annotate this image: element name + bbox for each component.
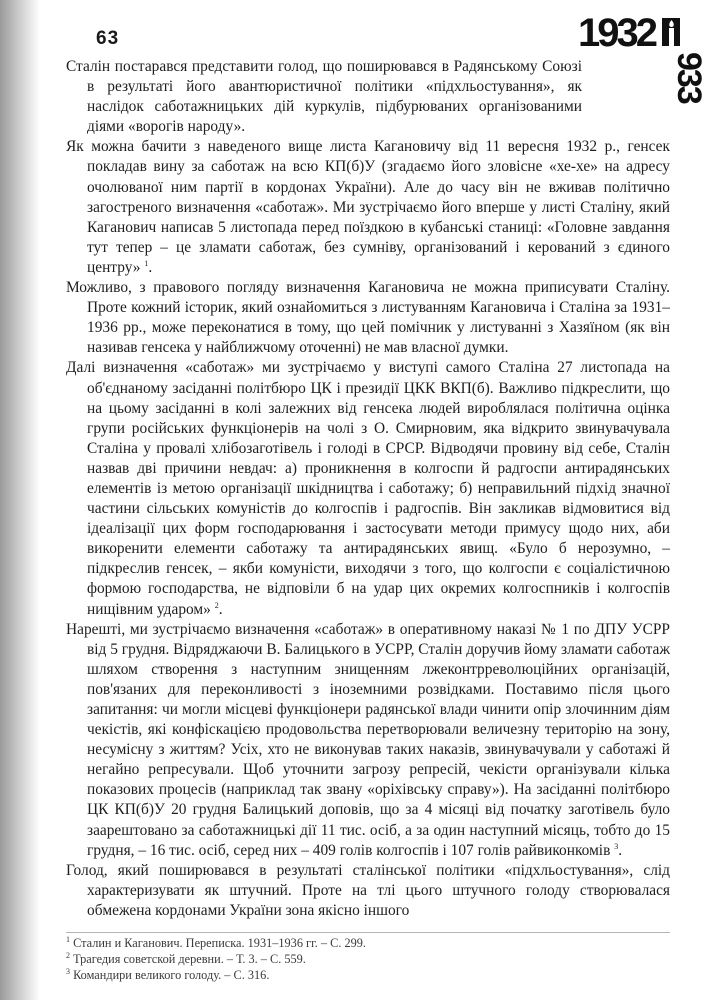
footnote-2: $^2$ Трагедия советской деревни. – Т. 3. – С. 559. (66, 950, 306, 966)
paragraph-4: Далі визначення «саботаж» ми зустрічаємо у виступі самого Сталіна 27 листопада на об'єднаному засіданні політбюро ЦК і президії ЦКК ВКП(б). Важливо підкреслити, що на цьому засіданні в колі залежних від генсека людей вироблялася політична оцінка групи російських функціонерів на чолі з О. Смирновим, яка відкрито звинувачувала Сталіна у провалі хлібозаготівель і голоді в СРСР. Відводячи провину від себе, Сталін назвав дві причини невдач: а) проникнення в колгоспи й радгоспи антирадянських елементів із метою організації шкідництва і саботажу; б) неправильний підхід значної частини сільських комуністів до колгоспів і радгоспів. Він закликав відмовитися від ідеалізації цих форм господарювання і застосувати методи примусу щодо них, аби викоренити елементи саботажу та антирадянських явищ. «Було б нерозумно, – підкреслив генсек, – якби комуністи, виходячи з того, що колгоспи є соціалістичною формою господарства, не відповіли б на удар цих окремих колгоспників і колгоспів нищівним ударом» $^2$. (66, 359, 670, 618)
logo-year-side: 933 (670, 52, 708, 103)
footnotes (66, 932, 670, 983)
paragraph-5: Нарешті, ми зустрічаємо визначення «саботаж» в оперативному наказі № 1 по ДПУ УСРР від 5 грудня. Відряджаючи В. Балицького в УСРР, Сталін доручив йому зламати саботаж шляхом створення з наступним знищенням лжеконтрреволюційних організацій, пов'язаних для переконливості з іноземними розвідками. Поставимо після цього запитання: чи могли місцеві функціонери радянської влади чинити опір злочинним діям чекістів, які конфіскацією продовольства перетворювали величезну територію на зону, несумісну з життям? Усіх, хто не виконував таких наказів, звинувачували у саботажі й негайно репресували. Щоб уточнити загрозу репресій, чекісти організували кілька показових процесів (наприклад так звану «оріхівську справу»). На засіданні політбюро ЦК КП(б)У 20 грудня Балицький доповів, що за 4 місяці від початку заготівель було заарештовано за саботажницькі дії 11 тис. осіб, а за один наступний місяць, тобто до 15 грудня, – 16 тис. осіб, серед них – 409 голів колгоспів і 107 голів райвиконкомів $^3$. (66, 620, 671, 859)
footnote-3: $^3$ Командири великого голоду. – С. 316. (66, 966, 270, 982)
logo-year-top: 1932 (578, 11, 655, 55)
footnote-ref-1: 1 (144, 258, 149, 268)
body-text (66, 57, 670, 921)
paragraph-6: Голод, який поширювався в результаті сталінської політики «підхльостування», слід характеризувати як штучний. Проте на тлі цього штучного голоду створювалася обмежена кордонами України зона якісно іншого (66, 861, 670, 919)
footnote-1: $^1$ Сталин и Каганович. Переписка. 1931–1936 гг. – С. 299. (66, 934, 366, 950)
page-number: 63 (96, 28, 120, 49)
footnote-ref-3: 3 (614, 841, 619, 851)
paragraph-1: Сталін постарався представити голод, що поширювався в Радянському Союзі в результаті його авантюристичної політики «підхльостування», як наслідок саботажницьких дій куркулів, підбурюваних організованими діями «ворогів народу». (66, 58, 582, 136)
paragraph-3: Можливо, з правового погляду визначення Кагановича не можна приписувати Сталіну. Проте кожний історик, який ознайомиться з листуванням Кагановича і Сталіна за 1931–1936 рр., може переконатися в тому, що цей помічник у листуванні з Хазяїном (як він називав генсека у найближчому оточенні) не мав власної думки. (66, 279, 670, 357)
book-gutter-shadow (0, 0, 40, 1000)
candle-icon (662, 18, 680, 46)
paragraph-2: Як можна бачити з наведеного вище листа Кагановичу від 11 вересня 1932 р., генсек покладав вину за саботаж на всю КП(б)У (згадаємо його зловісне «хе-хе» на адресу очолюваної ним партії в кордонах України). Але до часу він не вживав політично загостреного визначення «саботаж». Ми зустрічаємо його вперше у листі Сталіну, який Каганович написав 5 листопада перед поїздкою в кубанські станиці: «Головне завдання тут тепер – це зламати саботаж, без сумніву, організований і керований з єдиного центру» $^1$. (66, 138, 670, 276)
footnote-ref-2: 2 (214, 600, 219, 610)
